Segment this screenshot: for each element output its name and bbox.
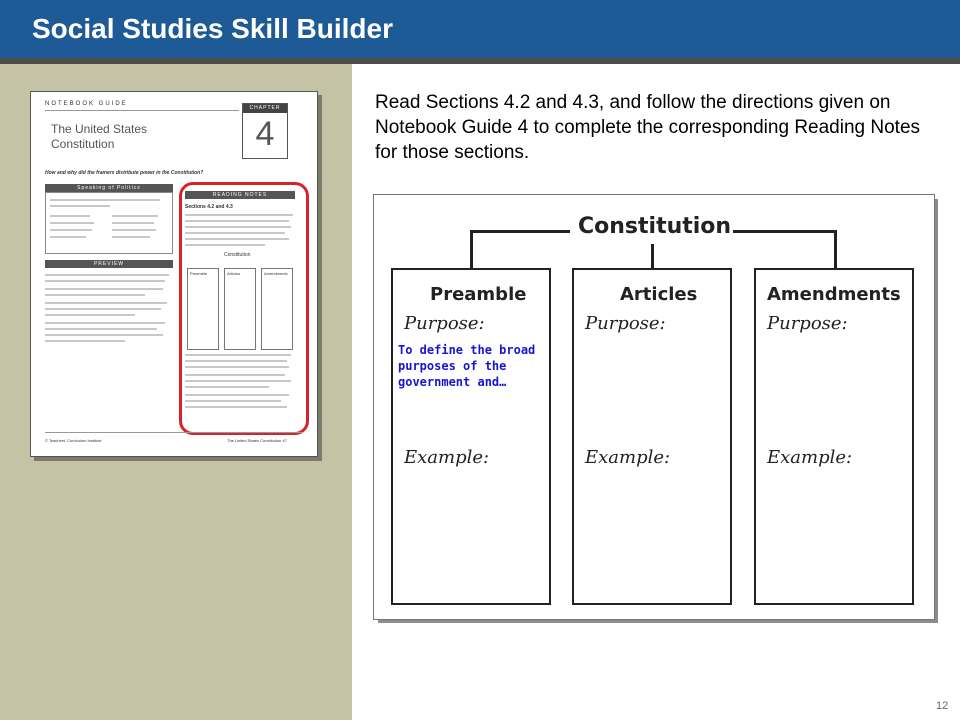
thumb-preview-label: PREVIEW (45, 260, 173, 268)
slide-title: Social Studies Skill Builder (32, 13, 393, 44)
thumb-heading-1: The United States (51, 122, 148, 136)
connector-right (733, 230, 837, 233)
thumb-speaking-label: Speaking of Politics (45, 184, 173, 192)
preamble-heading: Preamble (430, 284, 527, 305)
thumb-footer-right: The United States Constitution 47 (227, 438, 287, 443)
connector-right-down (834, 230, 837, 268)
thumb-rule (45, 110, 239, 111)
thumb-sections: Sections 4.2 and 4.3 (185, 204, 233, 210)
instructions-text: Read Sections 4.2 and 4.3, and follow the directions given on Notebook Guide 4 to complete the corresponding Reading Notes for those sections. (375, 92, 921, 163)
thumb-red-highlight (179, 182, 309, 435)
diagram-title: Constitution (578, 214, 732, 239)
preamble-purpose-note: To define the broad purposes of the government and… (398, 343, 536, 389)
thumb-chapter-label: CHAPTER (243, 104, 287, 113)
thumb-mini-constitution: Constitution (224, 252, 251, 258)
thumb-notebook-guide: NOTEBOOK GUIDE (45, 101, 128, 107)
thumb-chapter-number: 4 (255, 115, 275, 153)
articles-example-label: Example: (585, 447, 671, 468)
amendments-purpose-label: Purpose: (767, 313, 848, 334)
connector-center-down (651, 244, 654, 268)
thumb-chapter-box (242, 103, 288, 159)
preamble-purpose-label: Purpose: (404, 313, 485, 334)
thumb-reading-notes-label: READING NOTES (185, 191, 295, 199)
thumb-speaking-box (45, 192, 173, 254)
thumb-mini-amendments: Amendments (264, 271, 288, 276)
notebook-guide-thumbnail (30, 91, 318, 457)
thumb-mini-articles: Articles (227, 271, 241, 276)
thumb-footer-left: © Teachers' Curriculum Institute (45, 438, 102, 443)
preamble-example-label: Example: (404, 447, 490, 468)
thumb-mini-preamble: Preamble (190, 271, 208, 276)
amendments-heading: Amendments (767, 284, 901, 305)
articles-purpose-label: Purpose: (585, 313, 666, 334)
thumb-footer-rule (45, 432, 303, 433)
connector-left (470, 230, 570, 233)
thumb-question: How and why did the framers distribute power in the Constitution? (45, 170, 204, 176)
thumb-heading-2: Constitution (51, 137, 115, 151)
articles-heading: Articles (620, 284, 698, 305)
page-number: 12 (936, 700, 949, 712)
amendments-example-label: Example: (767, 447, 853, 468)
connector-left-down (470, 230, 473, 268)
